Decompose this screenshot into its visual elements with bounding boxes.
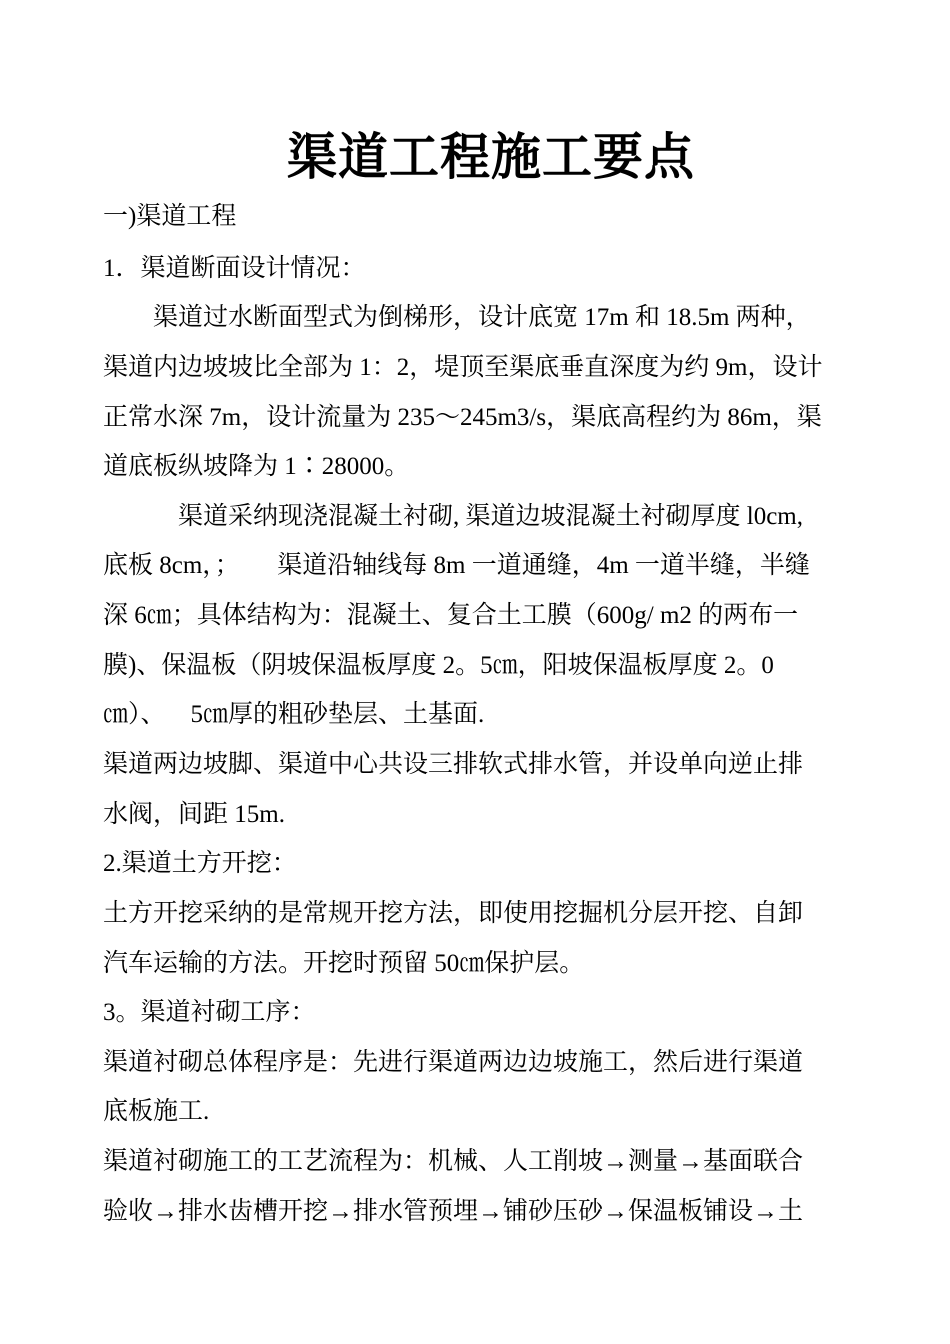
section-heading: 一)渠道工程: [103, 203, 237, 230]
paragraph-line: 正常水深 7m，设计流量为 235～245m3/s，渠底高程约为 86m，渠: [103, 404, 822, 431]
paragraph-line: 底板 8cm，； 渠道沿轴线每 8m 一道通缝，4m 一道半缝，半缝: [103, 552, 810, 579]
paragraph-line: 水阀，间距 15m.: [103, 801, 285, 828]
paragraph-line: 渠道采纳现浇混凝土衬砌, 渠道边坡混凝土衬砌厚度 l0cm,: [103, 503, 803, 530]
paragraph-line: 深 6㎝；具体结构为：混凝土、复合土工膜（600g/ m2 的两布一: [103, 602, 799, 629]
paragraph-line: 道底板纵坡降为 1∶28000。: [103, 453, 410, 480]
paragraph-line: 渠道衬砌总体程序是：先进行渠道两边边坡施工，然后进行渠道: [103, 1049, 804, 1076]
subsection-heading: 1．渠道断面设计情况：: [103, 255, 366, 282]
paragraph-line: ㎝）、 5㎝厚的粗砂垫层、土基面.: [103, 701, 485, 728]
subsection-heading: 3。渠道衬砌工序：: [103, 999, 316, 1026]
paragraph-line: 底板施工.: [103, 1098, 210, 1125]
paragraph-line: 渠道过水断面型式为倒梯形，设计底宽 17m 和 18.5m 两种，: [103, 304, 811, 331]
paragraph-line: 汽车运输的方法。开挖时预留 50㎝保护层。: [103, 950, 585, 977]
paragraph-line: 验收→排水齿槽开挖→排水管预埋→铺砂压砂→保温板铺设→土: [103, 1198, 804, 1225]
paragraph-line: 膜)、保温板（阴坡保温板厚度 2。5㎝，阳坡保温板厚度 2。0: [103, 652, 774, 679]
paragraph-line: 渠道内边坡坡比全部为 1：2，堤顶至渠底垂直深度为约 9m，设计: [103, 354, 823, 381]
subsection-heading: 2.渠道土方开挖：: [103, 850, 297, 877]
document-title: 渠道工程施工要点: [287, 128, 695, 186]
paragraph-line: 渠道两边坡脚、渠道中心共设三排软式排水管，并设单向逆止排: [103, 751, 804, 778]
paragraph-line: 渠道衬砌施工的工艺流程为：机械、人工削坡→测量→基面联合: [103, 1148, 804, 1175]
paragraph-line: 土方开挖采纳的是常规开挖方法，即使用挖掘机分层开挖、自卸: [103, 900, 804, 927]
